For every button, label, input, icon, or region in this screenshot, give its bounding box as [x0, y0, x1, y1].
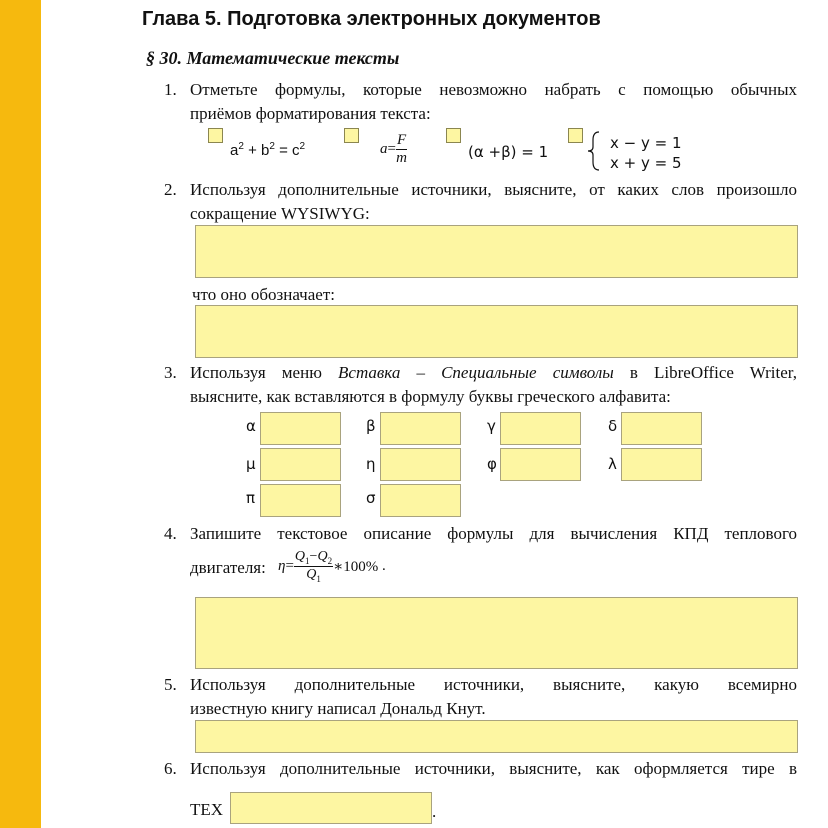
- greek-answer-beta[interactable]: [380, 412, 461, 445]
- section-title: § 30. Математические тексты: [146, 48, 400, 68]
- side-accent-bar: [0, 0, 41, 828]
- task-2-answer-meaning[interactable]: [195, 305, 798, 358]
- greek-label-sigma: σ: [366, 489, 376, 507]
- formula-3-checkbox[interactable]: [446, 128, 461, 143]
- task-6-answer[interactable]: [230, 792, 432, 824]
- task-3-text-line2: выясните, как вставляются в формулу буквы греческого алфавита:: [190, 387, 671, 406]
- task-2-text-line3: что оно обозначает:: [192, 285, 335, 304]
- greek-label-mu: μ: [246, 455, 256, 473]
- task-3-number: 3.: [164, 363, 177, 382]
- task-6-period: .: [432, 802, 437, 821]
- greek-label-pi: π: [246, 489, 256, 507]
- greek-label-beta: β: [366, 417, 376, 435]
- task-2-number: 2.: [164, 180, 177, 199]
- task-1-number: 1.: [164, 80, 177, 99]
- greek-answer-mu[interactable]: [260, 448, 341, 481]
- formula-3: (α +β) = 1: [468, 143, 549, 161]
- task-4-answer[interactable]: [195, 597, 798, 669]
- greek-label-lambda: λ: [608, 455, 617, 473]
- greek-answer-sigma[interactable]: [380, 484, 461, 517]
- formula-2-checkbox[interactable]: [344, 128, 359, 143]
- formula-2: a= $\frac{F}{m}$: [380, 132, 407, 166]
- task-4-text-line1: Запишите текстовое описание формулы для вычисления КПД теплового: [190, 524, 797, 543]
- greek-answer-alpha[interactable]: [260, 412, 341, 445]
- greek-answer-phi[interactable]: [500, 448, 581, 481]
- task-5-text-line1: Используя дополнительные источники, выясните, какую всемирно: [190, 675, 797, 694]
- greek-answer-lambda[interactable]: [621, 448, 702, 481]
- system-brace-icon: [586, 130, 602, 172]
- greek-label-gamma: γ: [487, 417, 496, 435]
- greek-answer-pi[interactable]: [260, 484, 341, 517]
- task-2-text-line2: сокращение WYSIWYG:: [190, 204, 370, 223]
- formula-1: $a^2 + b^2 = c^2$: [230, 141, 306, 159]
- task-2-answer-origin[interactable]: [195, 225, 798, 278]
- task-5-answer[interactable]: [195, 720, 798, 753]
- greek-label-delta: δ: [608, 417, 618, 435]
- task-5-number: 5.: [164, 675, 177, 694]
- greek-answer-eta[interactable]: [380, 448, 461, 481]
- task-4-number: 4.: [164, 524, 177, 543]
- task-6-number: 6.: [164, 759, 177, 778]
- chapter-title: Глава 5. Подготовка электронных документов: [142, 8, 601, 30]
- task-3-text-line1: Используя меню Вставка – Специальные символы в LibreOffice Writer,: [190, 363, 797, 382]
- greek-answer-delta[interactable]: [621, 412, 702, 445]
- greek-label-phi: φ: [487, 455, 497, 473]
- task-6-text-line1: Используя дополнительные источники, выясните, как оформляется тире в: [190, 759, 797, 778]
- greek-label-eta: η: [366, 455, 376, 473]
- greek-answer-gamma[interactable]: [500, 412, 581, 445]
- task-5-text-line2: известную книгу написал Дональд Кнут.: [190, 699, 486, 718]
- task-2-text-line1: Используя дополнительные источники, выясните, от каких слов произошло: [190, 180, 797, 199]
- task-1-text-line1: Отметьте формулы, которые невозможно набрать с помощью обычных: [190, 80, 797, 99]
- formula-4: x − y = 1 x + y = 5: [610, 134, 682, 172]
- task-1-text-line2: приёмов форматирования текста:: [190, 104, 431, 123]
- task-6-text-line2: TEX: [190, 800, 224, 819]
- efficiency-formula: η = $\frac{Q_1-Q_2}{Q_1}$ ∗100% .: [278, 549, 386, 584]
- formula-1-checkbox[interactable]: [208, 128, 223, 143]
- formula-4-checkbox[interactable]: [568, 128, 583, 143]
- task-4-text-line2: двигателя:: [190, 558, 266, 577]
- greek-label-alpha: α: [246, 417, 256, 435]
